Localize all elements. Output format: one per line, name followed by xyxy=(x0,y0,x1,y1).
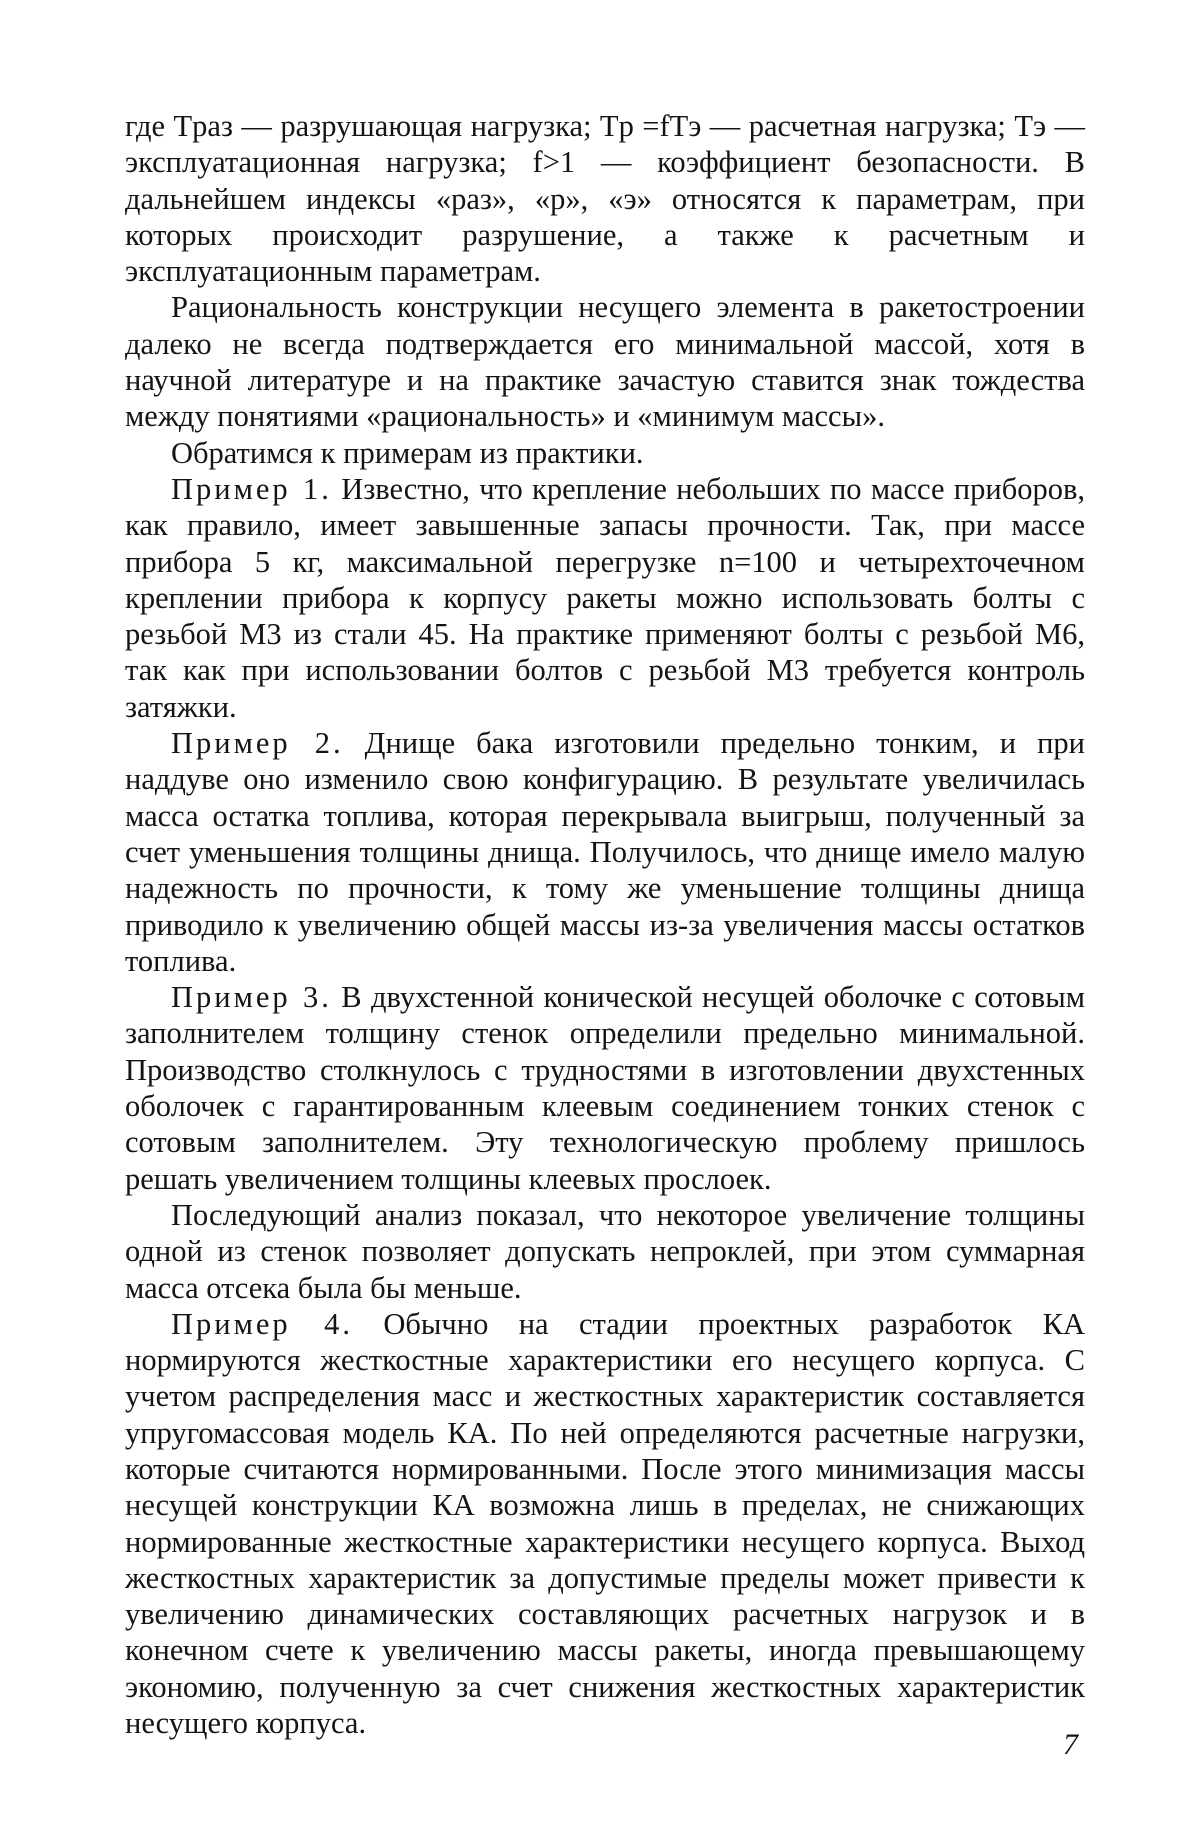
paragraph-text: Известно, что крепление небольших по массе приборов, как правило, имеет завышенные запасы прочности. Так, при массе прибора 5 кг, максимальной перегрузке n=100 и четырехточечном креплении прибора к корпусу ракеты можно использовать болты с резьбой М3 из стали 45. На практике применяют болты с резьбой М6, так как при использовании болтов с резьбой М3 требуется контроль затяжки. xyxy=(125,471,1085,724)
example-heading: Пример 4. xyxy=(171,1306,353,1341)
example-heading: Пример 3. xyxy=(171,980,332,1015)
paragraph-text: где Tраз — разрушающая нагрузка; Tр =fTэ — расчетная нагрузка; Tэ — эксплуатационная нагрузка; f>1 — коэффициент безопасности. В дальнейшем индексы «раз», «р», «э» относятся к параметрам, при которых происходит разрушение, а также к расчетным и эксплуатационным параметрам. xyxy=(125,109,1085,289)
paragraph-example-4 xyxy=(125,1306,1085,1742)
page-number: 7 xyxy=(1063,1728,1078,1761)
example-heading: Пример 1. xyxy=(171,471,332,506)
paragraph-text: Обычно на стадии проектных разработок КА нормируются жесткостные характеристики его несущего корпуса. С учетом распределения масс и жесткостных характеристик составляется упругомассовая модель КА. По ней определяются расчетные нагрузки, которые считаются нормированными. После этого минимизация массы несущей конструкции КА возможна лишь в пределах, не снижающих нормированные жесткостные характеристики несущего корпуса. Выход жесткостных характеристик за допустимые пределы может привести к увеличению динамических составляющих расчетных нагрузок и в конечном счете к увеличению массы ракеты, иногда превышающему экономию, полученную за счет снижения жесткостных характеристик несущего корпуса. xyxy=(125,1306,1086,1741)
paragraph-definitions xyxy=(125,108,1085,289)
paragraph-analysis xyxy=(125,1197,1085,1306)
page-text xyxy=(125,108,1085,1741)
paragraph-text: Днище бака изготовили предельно тонким, и при наддуве оно изменило свою конфигурацию. В результате увеличилась масса остатка топлива, которая перекрывала выигрыш, полученный за счет уменьшения толщины днища. Получилось, что днище имело малую надежность по прочности, к тому же уменьшение толщины днища приводило к увеличению общей массы из-за увеличения массы остатков топлива. xyxy=(125,726,1085,978)
paragraph-rationality xyxy=(125,289,1085,434)
paragraph-text: Рациональность конструкции несущего элемента в ракетостроении далеко не всегда подтверждается его минимальной массой, хотя в научной литературе и на практике зачастую ставится знак тождества между понятиями «рациональность» и «минимум массы». xyxy=(125,290,1085,434)
paragraph-text: Обратимся к примерам из практики. xyxy=(171,435,644,470)
paragraph-intro-examples xyxy=(125,435,1085,471)
paragraph-text: Последующий анализ показал, что некоторое увеличение толщины одной из стенок позволяет допускать непроклей, при этом суммарная масса отсека была бы меньше. xyxy=(125,1197,1085,1305)
paragraph-example-1 xyxy=(125,471,1085,725)
paragraph-example-3 xyxy=(125,979,1085,1197)
paragraph-example-2 xyxy=(125,725,1085,979)
paragraph-text: В двухстенной конической несущей оболочке с сотовым заполнителем толщину стенок определили предельно минимальной. Производство столкнулось с трудностями в изготовлении двухстенных оболочек с гарантированным клеевым соединением тонких стенок с сотовым заполнителем. Эту технологическую проблему пришлось решать увеличением толщины клеевых прослоек. xyxy=(125,980,1085,1196)
example-heading: Пример 2. xyxy=(171,726,344,761)
